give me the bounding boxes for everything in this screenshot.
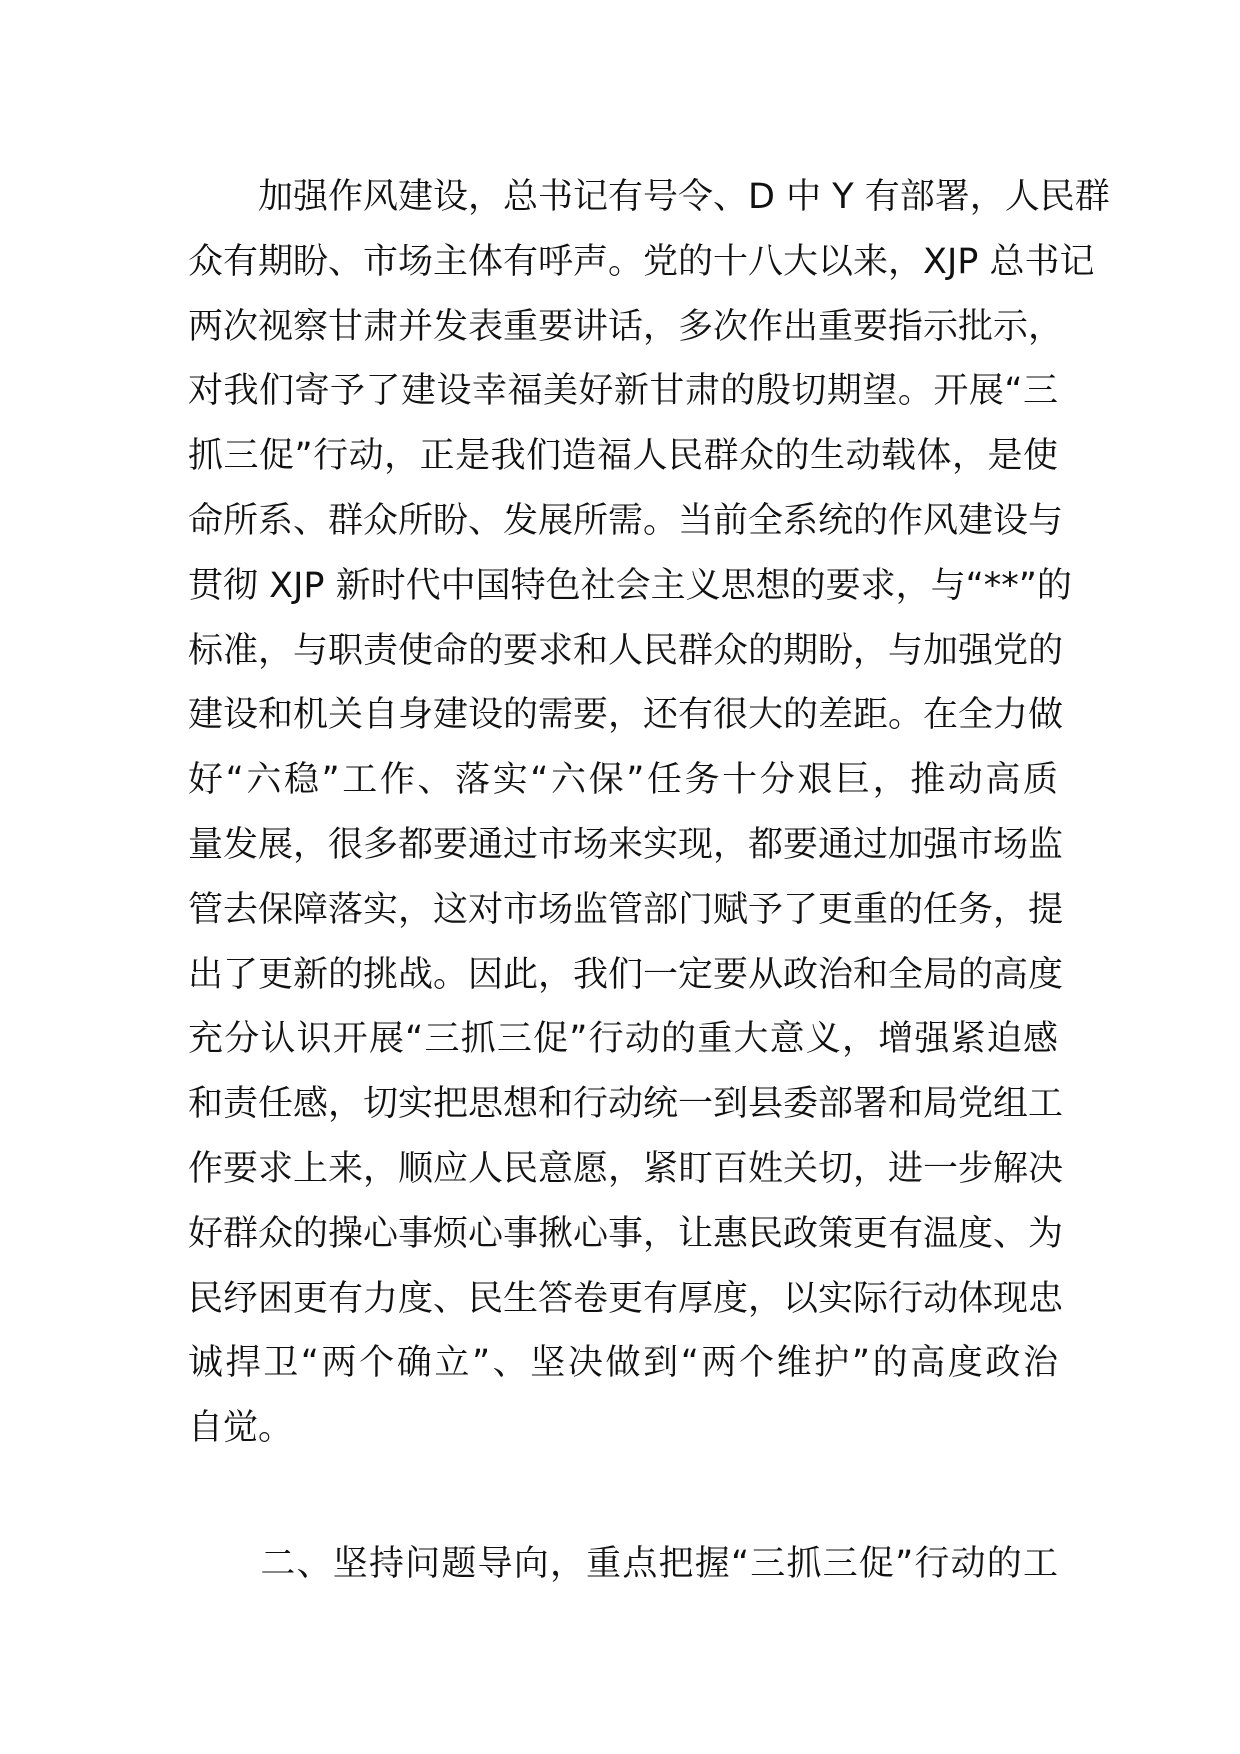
paragraph-line: 量发展，很多都要通过市场来实现，都要通过加强市场监 (188, 824, 1064, 865)
paragraph-line: 充分认识开展“三抓三促”行动的重大意义，增强紧迫感 (188, 1019, 1058, 1060)
paragraph-line: 作要求上来，顺应人民意愿，紧盯百姓关切，进一步解决 (188, 1148, 1064, 1189)
paragraph-line: 命所系、群众所盼、发展所需。当前全系统的作风建设与 (188, 500, 1064, 541)
paragraph-line: 好群众的操心事烦心事揪心事，让惠民政策更有温度、为 (188, 1213, 1064, 1254)
paragraph-line: 诚捍卫“两个确立”、坚决做到“两个维护”的高度政治 (188, 1343, 1058, 1384)
paragraph-line: 标准，与职责使命的要求和人民群众的期盼，与加强党的 (188, 630, 1064, 671)
heading-line: 二、坚持问题导向，重点把握“三抓三促”行动的工 (188, 1544, 1058, 1584)
paragraph-line: 和责任感，切实把思想和行动统一到县委部署和局党组工 (188, 1084, 1064, 1125)
body-paragraph (188, 165, 1110, 1461)
paragraph-line: 管去保障落实，这对市场监管部门赋予了更重的任务，提 (188, 889, 1064, 930)
paragraph-line: 众有期盼、市场主体有呼声。党的十八大以来，XJP 总书记 (188, 241, 1095, 282)
paragraph-line: 对我们寄予了建设幸福美好新甘肃的殷切期望。开展“三 (188, 371, 1058, 412)
paragraph-line: 抓三促”行动，正是我们造福人民群众的生动载体，是使 (188, 436, 1058, 477)
section-heading (188, 1532, 1058, 1597)
paragraph-line: 贯彻 XJP 新时代中国特色社会主义思想的要求，与“**”的 (188, 565, 1072, 606)
paragraph-line: 两次视察甘肃并发表重要讲话，多次作出重要指示批示， (188, 306, 1064, 347)
paragraph-line: 出了更新的挑战。因此，我们一定要从政治和全局的高度 (188, 954, 1064, 995)
paragraph-line: 建设和机关自身建设的需要，还有很大的差距。在全力做 (188, 695, 1064, 736)
paragraph-line: 好“六稳”工作、落实“六保”任务十分艰巨，推动高质 (188, 760, 1058, 801)
paragraph-line: 自觉。 (188, 1408, 294, 1449)
paragraph-line: 民纾困更有力度、民生答卷更有厚度，以实际行动体现忠 (188, 1278, 1064, 1319)
paragraph-line: 加强作风建设，总书记有号令、D 中 Y 有部署，人民群 (188, 177, 1110, 217)
